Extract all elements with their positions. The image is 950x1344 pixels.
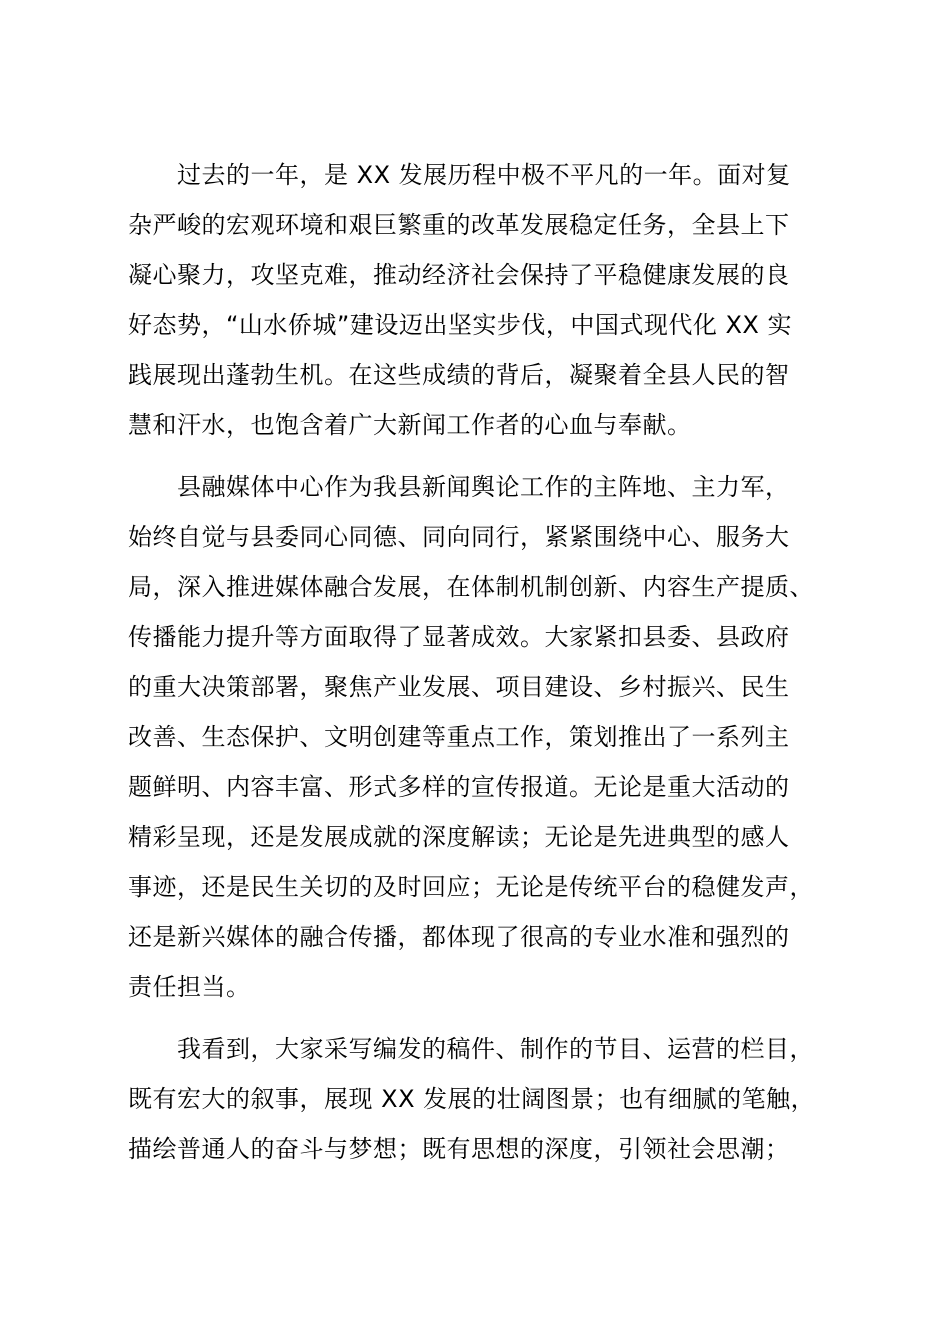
text-line: 慧和汗水，也饱含着广大新闻工作者的心血与奉献。 bbox=[128, 411, 692, 439]
text-line: 过去的一年，是 XX 发展历程中极不平凡的一年。面对复 bbox=[177, 161, 791, 189]
text-line: 始终自觉与县委同心同德、同向同行，紧紧围绕中心、服务大 bbox=[128, 523, 790, 551]
text-line: 局，深入推进媒体融合发展，在体制机制创新、内容生产提质、 bbox=[128, 573, 814, 601]
text-line: 改善、生态保护、文明创建等重点工作，策划推出了一系列主 bbox=[128, 723, 790, 751]
text-line: 还是新兴媒体的融合传播，都体现了很高的专业水准和强烈的 bbox=[128, 923, 790, 951]
text-line: 描绘普通人的奋斗与梦想；既有思想的深度，引领社会思潮； bbox=[128, 1135, 790, 1163]
paragraph-2 bbox=[128, 462, 828, 1012]
text-line: 县融媒体中心作为我县新闻舆论工作的主阵地、主力军， bbox=[177, 473, 790, 501]
paragraph-1 bbox=[128, 150, 828, 450]
document-body bbox=[128, 150, 828, 1186]
text-line: 责任担当。 bbox=[128, 973, 251, 1001]
text-line: 事迹，还是民生关切的及时回应；无论是传统平台的稳健发声， bbox=[128, 873, 814, 901]
text-line: 我看到，大家采写编发的稿件、制作的节目、运营的栏目， bbox=[177, 1035, 814, 1063]
text-line: 既有宏大的叙事，展现 XX 发展的壮阔图景；也有细腻的笔触， bbox=[128, 1085, 816, 1113]
text-line: 凝心聚力，攻坚克难，推动经济社会保持了平稳健康发展的良 bbox=[128, 261, 790, 289]
text-line: 传播能力提升等方面取得了显著成效。大家紧扣县委、县政府 bbox=[128, 623, 790, 651]
text-line: 践展现出蓬勃生机。在这些成绩的背后，凝聚着全县人民的智 bbox=[128, 361, 790, 389]
text-line: 的重大决策部署，聚焦产业发展、项目建设、乡村振兴、民生 bbox=[128, 673, 790, 701]
text-line: 杂严峻的宏观环境和艰巨繁重的改革发展稳定任务，全县上下 bbox=[128, 211, 790, 239]
text-line: 题鲜明、内容丰富、形式多样的宣传报道。无论是重大活动的 bbox=[128, 773, 790, 801]
text-line: 精彩呈现，还是发展成就的深度解读；无论是先进典型的感人 bbox=[128, 823, 790, 851]
paragraph-3 bbox=[128, 1024, 828, 1174]
text-line: 好态势，“山水侨城”建设迈出坚实步伐，中国式现代化 XX 实 bbox=[128, 311, 793, 339]
